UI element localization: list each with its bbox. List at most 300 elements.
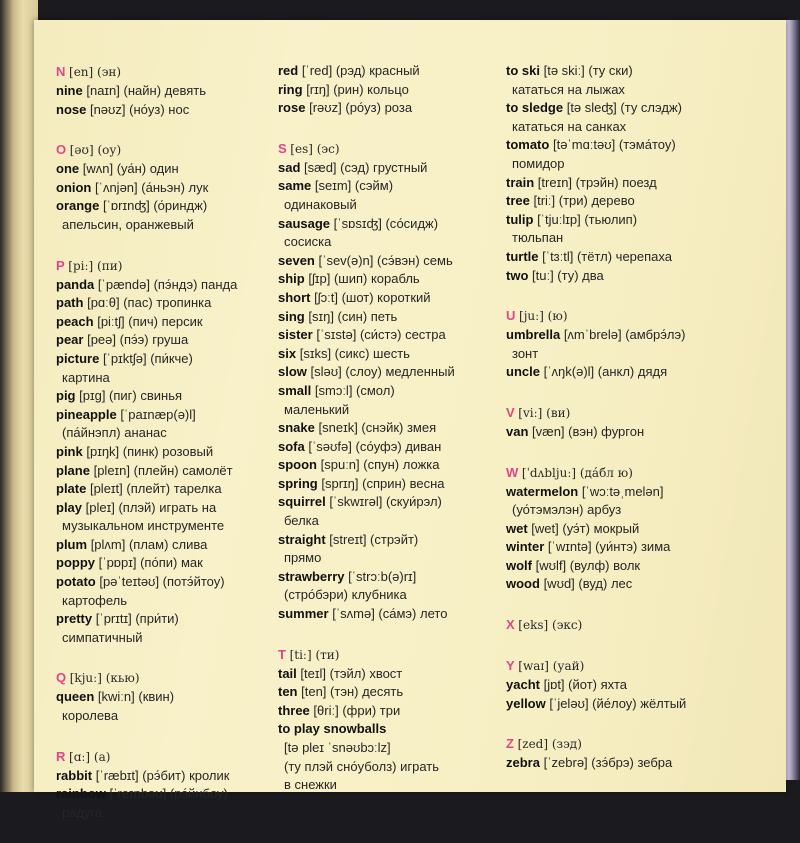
entry-definition: [smɔːl] (смол) xyxy=(314,382,395,398)
letter-section xyxy=(278,139,510,624)
entry-word: to play snowballs xyxy=(278,721,387,737)
entry-continuation: сосиска xyxy=(284,234,332,250)
entry-definition: [kwiːn] (квин) xyxy=(97,689,175,705)
dictionary-entry xyxy=(506,695,766,714)
entry-word: wet xyxy=(506,520,528,536)
entry-definition: [ˈprɪtɪ] (при́ти) xyxy=(95,611,179,627)
dictionary-entry xyxy=(56,160,292,179)
entry-first-line xyxy=(278,326,510,345)
entry-definition: [ˈsəʊfə] (со́уфэ) диван xyxy=(308,438,442,454)
letter-heading xyxy=(56,140,292,160)
entry-word: wood xyxy=(506,576,540,592)
dictionary-entry xyxy=(506,538,766,557)
dictionary-entry xyxy=(278,438,510,457)
dictionary-entry xyxy=(56,276,292,295)
entry-word: to ski xyxy=(506,63,540,78)
entry-continuation: кататься на лыжах xyxy=(512,81,625,97)
entry-definition: [ʃɔːt] (шот) короткий xyxy=(314,289,431,305)
entry-word: small xyxy=(278,382,312,398)
entry-definition: [ˈwɪntə] (уи́нтэ) зима xyxy=(547,539,671,555)
entry-continuation: картофель xyxy=(62,592,128,608)
entry-continuation: (стро́бэри) клубника xyxy=(284,587,407,603)
entry-first-line xyxy=(56,406,292,425)
entry-first-line xyxy=(506,676,766,695)
dictionary-entry xyxy=(506,174,766,193)
entry-word: ten xyxy=(278,684,298,700)
entry-word: nose xyxy=(56,101,87,117)
entry-first-line xyxy=(506,326,766,345)
letter-pronunciation: [viː] (ви) xyxy=(518,405,571,420)
entry-word: straight xyxy=(278,531,326,547)
dictionary-column-3 xyxy=(506,62,766,794)
entry-word: short xyxy=(278,289,311,305)
dictionary-entry xyxy=(278,81,510,100)
entry-continuation: (уо́тэмэлэн) арбуз xyxy=(512,502,622,518)
letter-pronunciation: [eks] (экс) xyxy=(518,618,583,633)
entry-word: peach xyxy=(56,313,94,329)
entry-continuation: музыкальном инструменте xyxy=(62,518,225,534)
entry-word: picture xyxy=(56,350,100,366)
entry-first-line xyxy=(56,294,292,313)
entry-definition: [ˈsev(ə)n] (сэ́вэн) семь xyxy=(318,252,453,268)
letter-heading xyxy=(506,403,766,423)
entry-definition: [peə] (пэ́э) груша xyxy=(87,332,189,348)
dictionary-entry xyxy=(278,720,510,794)
entry-word: tulip xyxy=(506,211,534,227)
entry-continuation: (па́йнэпл) ананас xyxy=(62,425,167,441)
letter-section xyxy=(506,463,766,595)
entry-word: sad xyxy=(278,159,301,175)
entry-word: slow xyxy=(278,364,307,380)
entry-first-line xyxy=(506,267,766,286)
entry-word: panda xyxy=(56,276,95,292)
entry-definition: [təˈmɑːtəʊ] (тэма́тоу) xyxy=(552,137,676,153)
letter-heading xyxy=(56,62,292,82)
dictionary-entry xyxy=(56,331,292,350)
entry-first-line xyxy=(56,573,292,592)
letter-section xyxy=(506,62,766,285)
entry-definition: [ˈɒrɪnʤ] (о́риндж) xyxy=(102,198,208,214)
letter-pronunciation: [en] (эн) xyxy=(69,65,122,79)
entry-word: strawberry xyxy=(278,568,345,584)
entry-word: potato xyxy=(56,574,96,590)
entry-first-line xyxy=(278,665,510,684)
entry-word: uncle xyxy=(506,364,540,380)
entry-word: plate xyxy=(56,481,87,497)
entry-first-line xyxy=(278,270,510,289)
dictionary-entry xyxy=(278,493,510,530)
entry-first-line xyxy=(278,720,510,739)
entry-first-line xyxy=(56,331,292,350)
entry-first-line xyxy=(56,499,292,518)
entry-word: pear xyxy=(56,332,84,348)
entry-continuation: тюльпан xyxy=(512,230,564,246)
entry-word: six xyxy=(278,345,297,361)
entry-word: sofa xyxy=(278,438,305,454)
entry-word: yellow xyxy=(506,695,546,711)
entry-definition: [pɪŋk] (пинк) розовый xyxy=(86,443,214,459)
entry-word: rabbit xyxy=(56,767,93,783)
entry-first-line xyxy=(506,136,766,155)
entry-definition: [nəʊz] (но́уз) нос xyxy=(89,101,190,117)
section-letter: S xyxy=(278,140,287,156)
entry-word: two xyxy=(506,267,529,283)
entry-first-line xyxy=(506,754,766,773)
entry-definition: [ˈpɪktʃə] (пи́кче) xyxy=(102,350,193,366)
dictionary-entry xyxy=(56,785,292,822)
entry-word: sister xyxy=(278,327,313,343)
entry-first-line xyxy=(56,197,292,216)
entry-word: zebra xyxy=(506,755,540,771)
section-letter: O xyxy=(56,142,67,158)
dictionary-entry xyxy=(278,345,510,364)
dictionary-entry xyxy=(56,350,292,387)
dictionary-entry xyxy=(278,363,510,382)
entry-word: red xyxy=(278,63,299,78)
letter-section xyxy=(56,747,292,823)
dictionary-entry xyxy=(56,462,292,481)
entry-definition: [ˈsʌmə] (са́мэ) лето xyxy=(332,606,448,622)
dictionary-entry xyxy=(278,252,510,271)
dictionary-entry xyxy=(506,363,766,382)
letter-heading xyxy=(506,656,766,676)
entry-continuation: симпатичный xyxy=(62,629,143,645)
letter-pronunciation: [zed] (зэд) xyxy=(517,737,582,752)
dictionary-entry xyxy=(56,406,292,443)
entry-definition: [plʌm] (плам) слива xyxy=(90,536,208,552)
entry-first-line xyxy=(278,438,510,457)
entry-definition: [ˈzebrə] (зэ́брэ) зебра xyxy=(543,755,673,771)
entry-first-line xyxy=(278,81,510,100)
entry-word: onion xyxy=(56,179,92,195)
letter-pronunciation: [piː] (пи) xyxy=(68,258,123,273)
entry-word: seven xyxy=(278,252,315,268)
entry-definition: [naɪn] (найн) девять xyxy=(86,83,206,98)
letter-section xyxy=(56,256,292,648)
letter-section xyxy=(506,306,766,382)
entry-first-line xyxy=(278,568,510,587)
entry-continuation: одинаковый xyxy=(284,196,357,212)
entry-first-line xyxy=(278,382,510,401)
entry-definition: [ʃɪp] (шип) корабль xyxy=(308,271,420,287)
letter-section xyxy=(56,62,292,119)
entry-first-line xyxy=(278,159,510,178)
letter-heading xyxy=(506,734,766,754)
dictionary-page xyxy=(34,20,786,820)
entry-first-line xyxy=(56,387,292,406)
entry-word: train xyxy=(506,174,535,190)
entry-first-line xyxy=(56,313,292,332)
entry-first-line xyxy=(278,419,510,438)
dictionary-entry xyxy=(278,62,510,81)
dictionary-entry xyxy=(506,575,766,594)
entry-word: squirrel xyxy=(278,494,326,510)
letter-section xyxy=(56,140,292,234)
letter-section xyxy=(278,62,510,118)
section-letter: Z xyxy=(506,736,514,752)
entry-first-line xyxy=(278,605,510,624)
entry-definition: [streɪt] (стрэйт) xyxy=(329,531,419,547)
dictionary-entry xyxy=(278,419,510,438)
entry-word: tail xyxy=(278,665,297,681)
entry-word: rainbow xyxy=(56,786,106,802)
entry-first-line xyxy=(278,493,510,512)
dictionary-entry xyxy=(506,483,766,520)
letter-pronunciation: [juː] (ю) xyxy=(519,309,568,324)
entry-definition: [wʊlf] (вулф) волк xyxy=(535,557,641,573)
entry-word: watermelon xyxy=(506,483,579,499)
dictionary-entry xyxy=(278,289,510,308)
letter-section xyxy=(56,668,292,725)
dictionary-entry xyxy=(56,387,292,406)
section-letter: V xyxy=(506,404,515,420)
dictionary-entry xyxy=(278,531,510,568)
entry-word: winter xyxy=(506,539,545,555)
dictionary-entry xyxy=(278,605,510,624)
entry-first-line xyxy=(278,456,510,475)
entry-word: three xyxy=(278,702,310,718)
entry-word: plum xyxy=(56,536,88,552)
entry-definition: [ˈwɔːtəˌmelən] xyxy=(581,483,664,499)
dictionary-entry xyxy=(506,520,766,539)
dictionary-entry xyxy=(56,179,292,198)
entry-definition: [wet] (уэ́т) мокрый xyxy=(531,520,640,536)
entry-definition: [ˈreɪnbəʊ] (рэ́йнбоу) xyxy=(109,786,228,802)
letter-pronunciation: [əʊ] (оу) xyxy=(69,143,122,158)
section-letter: R xyxy=(56,748,66,764)
section-letter: Y xyxy=(506,658,515,674)
entry-first-line xyxy=(278,702,510,721)
dictionary-entry xyxy=(56,294,292,313)
dictionary-entry xyxy=(506,754,766,773)
entry-definition: [rəʊz] (ро́уз) роза xyxy=(309,100,413,116)
entry-word: spoon xyxy=(278,457,317,473)
entry-continuation: белка xyxy=(284,513,319,529)
entry-definition: [pleɪ] (плэй) играть на xyxy=(85,499,217,515)
letter-section xyxy=(506,403,766,442)
section-letter: T xyxy=(278,646,286,662)
entry-first-line xyxy=(56,350,292,369)
dictionary-entry xyxy=(56,480,292,499)
dictionary-entry xyxy=(278,456,510,475)
letter-heading xyxy=(278,645,510,665)
entry-definition: [ˈjeləʊ] (йе́лоу) жёлтый xyxy=(549,695,687,711)
dictionary-entry xyxy=(56,767,292,786)
entry-definition: [seɪm] (сэйм) xyxy=(314,178,394,194)
letter-heading xyxy=(278,139,510,159)
section-letter: P xyxy=(56,257,65,273)
letter-pronunciation: [tiː] (ти) xyxy=(289,647,340,662)
entry-first-line xyxy=(56,101,292,120)
entry-word: yacht xyxy=(506,677,540,693)
dictionary-column-2 xyxy=(278,62,510,816)
entry-definition: [sɪks] (сикс) шесть xyxy=(299,345,410,361)
entry-definition: [ˈred] (рэд) красный xyxy=(301,63,420,78)
section-letter: W xyxy=(506,464,519,480)
dictionary-entry xyxy=(278,159,510,178)
letter-section xyxy=(506,734,766,773)
entry-continuation: [tə pleɪ ˈsnəʊbɔːlz] xyxy=(284,740,391,755)
entry-definition: [pleɪn] (плейн) самолёт xyxy=(93,462,233,478)
entry-first-line xyxy=(506,174,766,193)
dictionary-entry xyxy=(506,557,766,576)
letter-heading xyxy=(506,306,766,326)
letter-pronunciation: [ɑː] (а) xyxy=(69,749,111,764)
entry-definition: [ˈsɪstə] (си́стэ) сестра xyxy=(316,327,446,343)
entry-word: wolf xyxy=(506,557,532,573)
entry-first-line xyxy=(506,192,766,211)
entry-first-line xyxy=(506,211,766,230)
letter-heading xyxy=(56,256,292,276)
entry-first-line xyxy=(506,575,766,594)
entry-first-line xyxy=(278,252,510,271)
dictionary-entry xyxy=(506,676,766,695)
entry-definition: [sɪŋ] (син) петь xyxy=(308,308,398,324)
entry-word: umbrella xyxy=(506,327,561,343)
section-letter: X xyxy=(506,617,515,633)
entry-word: van xyxy=(506,423,529,439)
entry-word: queen xyxy=(56,689,95,705)
entry-definition: [pɪɡ] (пиг) свинья xyxy=(79,388,183,404)
entry-definition: [sprɪŋ] (сприн) весна xyxy=(321,475,445,491)
entry-definition: [piːtʃ] (пич) персик xyxy=(97,313,203,329)
entry-word: plane xyxy=(56,462,90,478)
entry-first-line xyxy=(278,308,510,327)
dictionary-entry xyxy=(56,688,292,725)
entry-word: spring xyxy=(278,475,318,491)
dictionary-entry xyxy=(278,475,510,494)
entry-first-line xyxy=(56,82,292,101)
entry-definition: [θriː] (фри) три xyxy=(313,702,401,718)
entry-definition: [ˈʌŋk(ə)l] (анкл) дядя xyxy=(543,364,668,380)
letter-pronunciation: [kjuː] (кью) xyxy=(69,671,140,686)
entry-definition: [wʊd] (вуд) лес xyxy=(543,576,633,592)
dictionary-entry xyxy=(278,382,510,419)
entry-word: pink xyxy=(56,443,83,459)
entry-first-line xyxy=(506,423,766,442)
entry-continuation: в снежки xyxy=(284,777,337,793)
entry-first-line xyxy=(56,179,292,198)
dictionary-entry xyxy=(56,573,292,610)
entry-first-line xyxy=(506,62,766,81)
entry-word: snake xyxy=(278,420,315,436)
entry-definition: [jɒt] (йот) яхта xyxy=(543,677,628,693)
entry-word: ship xyxy=(278,271,305,287)
dictionary-entry xyxy=(278,665,510,684)
dictionary-entry xyxy=(278,326,510,345)
entry-word: path xyxy=(56,295,84,311)
entry-first-line xyxy=(56,610,292,629)
entry-continuation: королева xyxy=(62,708,119,724)
entry-definition: [ˈræbɪt] (рэ́бит) кролик xyxy=(95,767,230,783)
dictionary-entry xyxy=(56,443,292,462)
book-page-stack xyxy=(0,0,38,792)
entry-word: pretty xyxy=(56,611,93,627)
dictionary-entry xyxy=(56,82,292,101)
entry-word: tree xyxy=(506,193,530,209)
dictionary-entry xyxy=(278,177,510,214)
dictionary-entry xyxy=(278,568,510,605)
entry-first-line xyxy=(56,462,292,481)
entry-definition: [sləʊ] (слоу) медленный xyxy=(310,364,455,380)
entry-first-line xyxy=(56,688,292,707)
letter-section xyxy=(506,615,766,635)
dictionary-entry xyxy=(56,313,292,332)
entry-word: same xyxy=(278,178,312,194)
entry-first-line xyxy=(56,443,292,462)
entry-word: to sledge xyxy=(506,100,564,116)
entry-word: tomato xyxy=(506,137,550,153)
entry-definition: [spuːn] (спун) ложка xyxy=(320,457,440,473)
dictionary-entry xyxy=(278,308,510,327)
entry-definition: [ˈʌnjən] (а́ньэн) лук xyxy=(95,179,209,195)
dictionary-entry xyxy=(506,248,766,267)
section-letter: U xyxy=(506,308,516,324)
entry-first-line xyxy=(506,363,766,382)
entry-first-line xyxy=(56,276,292,295)
entry-first-line xyxy=(278,289,510,308)
letter-heading xyxy=(506,615,766,635)
entry-definition: [ten] (тэн) десять xyxy=(301,684,404,700)
entry-first-line xyxy=(278,177,510,196)
letter-section xyxy=(506,656,766,713)
letter-pronunciation: [es] (эс) xyxy=(290,141,340,156)
entry-first-line xyxy=(278,475,510,494)
entry-first-line xyxy=(506,538,766,557)
entry-definition: [rɪŋ] (рин) кольцо xyxy=(306,81,409,97)
entry-continuation: апельсин, оранжевый xyxy=(62,216,194,232)
entry-first-line xyxy=(506,557,766,576)
entry-word: nine xyxy=(56,83,83,98)
entry-word: sausage xyxy=(278,215,331,231)
section-letter: N xyxy=(56,64,66,79)
entry-first-line xyxy=(506,520,766,539)
entry-definition: [treɪn] (трэйн) поезд xyxy=(537,174,657,190)
entry-definition: [pɑːθ] (пас) тропинка xyxy=(87,295,212,311)
entry-word: turtle xyxy=(506,248,539,264)
entry-definition: [teɪl] (тэйл) хвост xyxy=(300,665,403,681)
entry-first-line xyxy=(278,345,510,364)
entry-first-line xyxy=(506,248,766,267)
dictionary-entry xyxy=(56,610,292,647)
entry-definition: [tə skiː] (ту ски) xyxy=(543,63,633,78)
entry-continuation: кататься на санках xyxy=(512,118,627,134)
letter-pronunciation: [waɪ] (уай) xyxy=(518,659,585,674)
entry-continuation: зонт xyxy=(512,345,539,361)
dictionary-entry xyxy=(56,499,292,536)
entry-definition: [væn] (вэн) фургон xyxy=(532,423,645,439)
dictionary-entry xyxy=(56,101,292,120)
dictionary-column-1 xyxy=(56,62,292,843)
entry-definition: [ˈsɒsɪʤ] (со́сидж) xyxy=(333,215,439,231)
entry-word: summer xyxy=(278,606,329,622)
entry-first-line xyxy=(278,531,510,550)
entry-first-line xyxy=(278,215,510,234)
section-letter: Q xyxy=(56,670,67,686)
entry-first-line xyxy=(278,683,510,702)
entry-first-line xyxy=(278,62,510,81)
entry-continuation: (ту плэй сно́уболз) играть xyxy=(284,758,440,774)
dictionary-entry xyxy=(506,267,766,286)
entry-definition: [sneɪk] (снэйк) змея xyxy=(318,420,437,436)
entry-definition: [pəˈteɪtəʊ] (потэ́йтоу) xyxy=(99,574,225,590)
entry-first-line xyxy=(506,695,766,714)
dictionary-entry xyxy=(278,270,510,289)
letter-heading xyxy=(56,668,292,688)
dictionary-entry xyxy=(56,536,292,555)
dictionary-entry xyxy=(278,702,510,721)
dictionary-entry xyxy=(506,423,766,442)
